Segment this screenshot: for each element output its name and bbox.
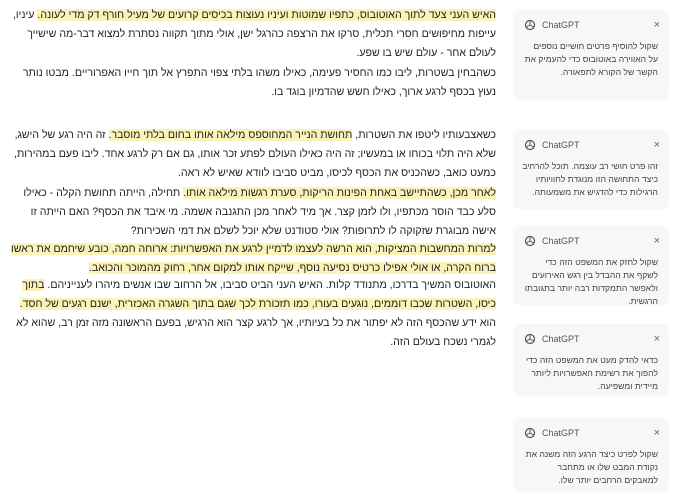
comment-author: ChatGPT: [542, 140, 580, 150]
paragraph[interactable]: [4, 6, 496, 63]
highlighted-text[interactable]: לאחר מכן, כשהתיישב באחת הפינות הריקות, סערת רגשות מילאה אותו.: [183, 187, 496, 199]
comment-text: זהו פרט חושי רב עוצמה. תוכל להרחיב כיצד התחושה הזו מנוגדת לחוויותיו הרגילות כדי להדגיש את משמעותה.: [522, 161, 658, 197]
openai-logo-icon: [524, 427, 536, 439]
comment-card[interactable]: [514, 10, 668, 98]
comment-card[interactable]: [514, 324, 668, 394]
close-icon[interactable]: ×: [653, 19, 660, 31]
paragraph[interactable]: [4, 126, 496, 183]
comment-text: שקול לחזק את המשפט הזה כדי לשקף את ההבדל בין רגש האירועים ולאפשר התמקדות רבה יותר בתגובתו הרגשית.: [524, 257, 658, 306]
comment-card[interactable]: [514, 130, 668, 208]
comment-text: שקול להוסיף פרטים חושיים נוספים על האווירה באוטובוס כדי להעמיק את הקשר של הקורא לתפאורה.: [524, 41, 658, 77]
document-body[interactable]: [4, 4, 496, 500]
close-icon[interactable]: ×: [653, 139, 660, 151]
comment-card[interactable]: [514, 418, 668, 490]
paragraph-text: תחילה, הייתה תחושת הקלה - כאילו סלע כבד הוסר מכתפיו, ולו לזמן קצר. אך מיד לאחר מכן התגנבה אשמה. מי איבד את הכסף? האם הייתה זו אישה מבוגרת שזקוקה לו לתרופות? אולי סטודנט שלא יוכל לשלם את דמי השכירות?: [23, 187, 496, 237]
comment-header: [524, 18, 660, 32]
paragraph-text: האוטובוס המשיך בדרכו, מתנודד קלות. האיש העני הביט סביבו, אל הרחוב שבו אנשים מיהרו לענייניהם.: [44, 279, 496, 291]
comment-author: ChatGPT: [542, 20, 580, 30]
paragraph-text: עיניו, עייפות מחיפושים חסרי תכלית, סרקו את הרצפה כהרגל ישן, אולי מתוך תקווה נסתרת למצוא דבר-מה שישייך לעולם אחר - עולם שיש בו שפע.: [12, 9, 496, 59]
close-icon[interactable]: ×: [653, 333, 660, 345]
openai-logo-icon: [524, 333, 536, 345]
paragraph-text: זה היה רגע של הישג, שלא היה תלוי בכוחו או במעשיו; זה היה כאילו העולם לפתע זכר אותו, גם אם רק לרגע אחד. ליבו פעם במהירות, כמעט כואב, כשהכניס את הכסף לכיסו, מביט סביבו לוודא שאיש לא ראה.: [14, 129, 496, 179]
comment-author: ChatGPT: [542, 428, 580, 438]
paragraph[interactable]: [4, 184, 496, 241]
close-icon[interactable]: ×: [653, 427, 660, 439]
comment-text: שקול לפרט כיצד הרגע הזה משנה את נקודת המבט שלו או מתחבר למאבקים הרחבים יותר שלו.: [525, 449, 658, 485]
highlighted-text[interactable]: למרות המחשבות המציקות, הוא הרשה לעצמו לדמיין לרגע את האפשרויות: ארוחה חמה, כובע שיחמם את ראשו ברוח הקרה, או אולי אפילו כרטיס נסיעה נוסף, שייקח אותו למקום אחר, רחוק מהמוכר והכואב.: [11, 243, 496, 274]
comment-author: ChatGPT: [542, 236, 580, 246]
comment-text: כדאי להדק מעט את המשפט הזה כדי להפוך את רשימת האפשרויות ליותר מיידית ומשפיעה.: [525, 355, 658, 391]
comment-header: [524, 234, 660, 248]
highlighted-text[interactable]: בתוך כיסו, השטרות שכבו דוממים, נוגעים בעורו, כמו תזכורת לכך שגם בתוך השגרה האכזרית, ישנם רגעים של חסד.: [19, 279, 496, 310]
highlighted-text[interactable]: האיש העני צעד לתוך האוטובוס, כתפיו שמוטות ועיניו נעוצות בכיסים קרועים של מעיל חורף דק מדי לעונה.: [37, 9, 496, 21]
comment-header: [524, 332, 660, 346]
paragraph[interactable]: [4, 64, 496, 102]
comment-card[interactable]: [514, 226, 668, 304]
highlighted-text[interactable]: תחושת הנייר המחוספס מילאה אותו בחום בלתי מוסבר.: [108, 129, 353, 141]
openai-logo-icon: [524, 235, 536, 247]
paragraph[interactable]: [4, 276, 496, 352]
paragraph-text: כשהבחין בשטרות, ליבו כמו החסיר פעימה, כאילו משהו בלתי צפוי התפרץ אל תוך חייו האפרוריים. מבטו נותר נעוץ בכסף לרגע ארוך, כאילו חשש שהדמיון בוגד בו.: [22, 67, 496, 98]
paragraph[interactable]: [4, 240, 496, 278]
comments-panel: [500, 0, 690, 500]
comment-header: [524, 426, 660, 440]
openai-logo-icon: [524, 139, 536, 151]
comment-header: [524, 138, 660, 152]
close-icon[interactable]: ×: [653, 235, 660, 247]
paragraph-text: כשאצבעותיו ליטפו את השטרות,: [352, 129, 496, 141]
comment-author: ChatGPT: [542, 334, 580, 344]
paragraph-text: הוא ידע שהכסף הזה לא יפתור את כל בעיותיו, אך לרגע קצר הוא הרגיש, בפעם הראשונה מזה זמן רב, שהוא לא לגמרי נשכח בעולם הזה.: [16, 317, 496, 348]
openai-logo-icon: [524, 19, 536, 31]
